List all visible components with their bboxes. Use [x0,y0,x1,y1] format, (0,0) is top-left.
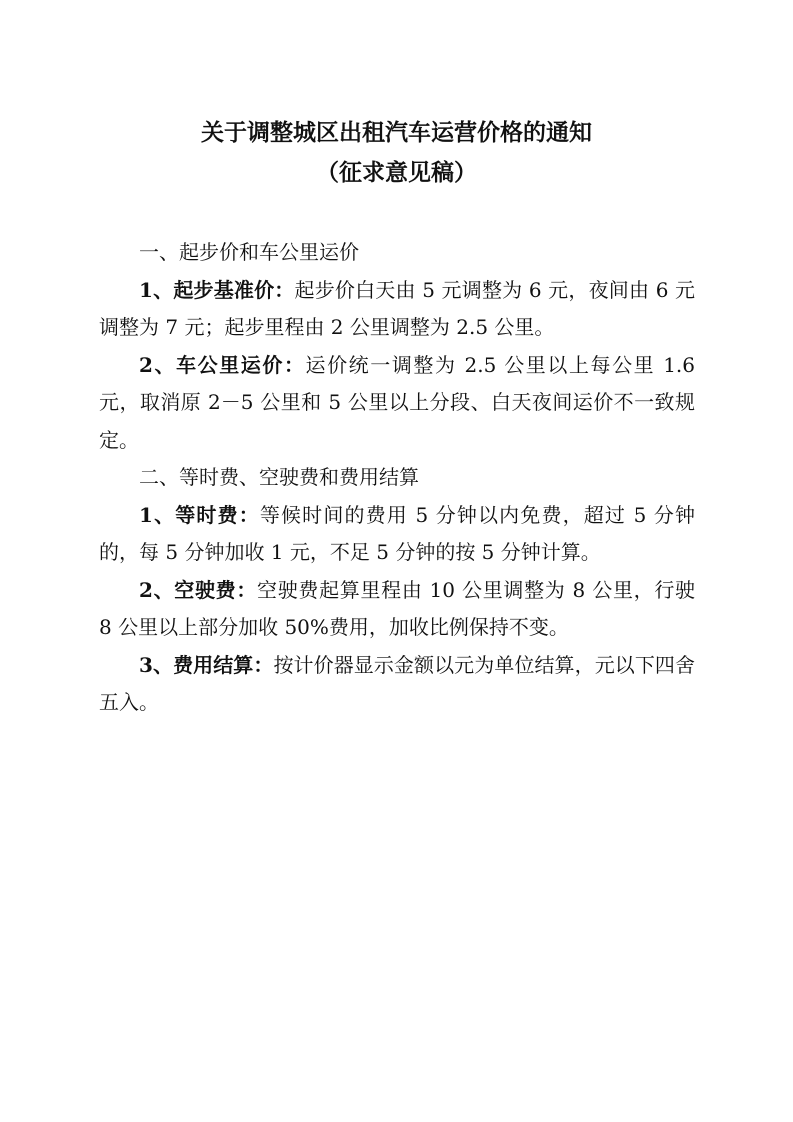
paragraph-text: 运价统一调整为 2.5 公里以上每公里 1.6 元，取消原 2－5 公里和 5 公里以上分段、白天夜间运价不一致规定。 [99,352,696,452]
paragraph-label: 2、车公里运价： [139,352,306,377]
paragraph-label: 1、起步基准价： [139,277,295,302]
paragraph-text: 空驶费起算里程由 10 公里调整为 8 公里，行驶 8 公里以上部分加收 50%费用，加收比例保持不变。 [99,577,695,639]
paragraph-text: 起步价白天由 5 元调整为 6 元，夜间由 6 元调整为 7 元；起步里程由 2 公里调整为 2.5 公里。 [99,277,695,339]
paragraph-per-km-price [99,347,695,460]
document-body [99,234,695,722]
paragraph-label: 3、费用结算： [139,652,274,677]
document-subtitle: （征求意见稿） [316,159,477,186]
document-title: 关于调整城区出租汽车运营价格的通知 [201,119,592,146]
paragraph-settlement [99,647,695,722]
paragraph-label: 2、空驶费： [139,577,258,602]
paragraph-text: 等候时间的费用 5 分钟以内免费，超过 5 分钟的，每 5 分钟加收 1 元，不足 5 分钟的按 5 分钟计算。 [99,502,695,564]
paragraph-text: 按计价器显示金额以元为单位结算，元以下四舍五入。 [99,652,696,714]
paragraph-waiting-fee [99,497,695,572]
section-heading-1: 一、起步价和车公里运价 [139,240,359,264]
paragraph-empty-run-fee [99,572,695,647]
paragraph-start-price [99,272,695,347]
paragraph-label: 1、等时费： [139,502,260,527]
section-heading-2: 二、等时费、空驶费和费用结算 [139,465,419,489]
